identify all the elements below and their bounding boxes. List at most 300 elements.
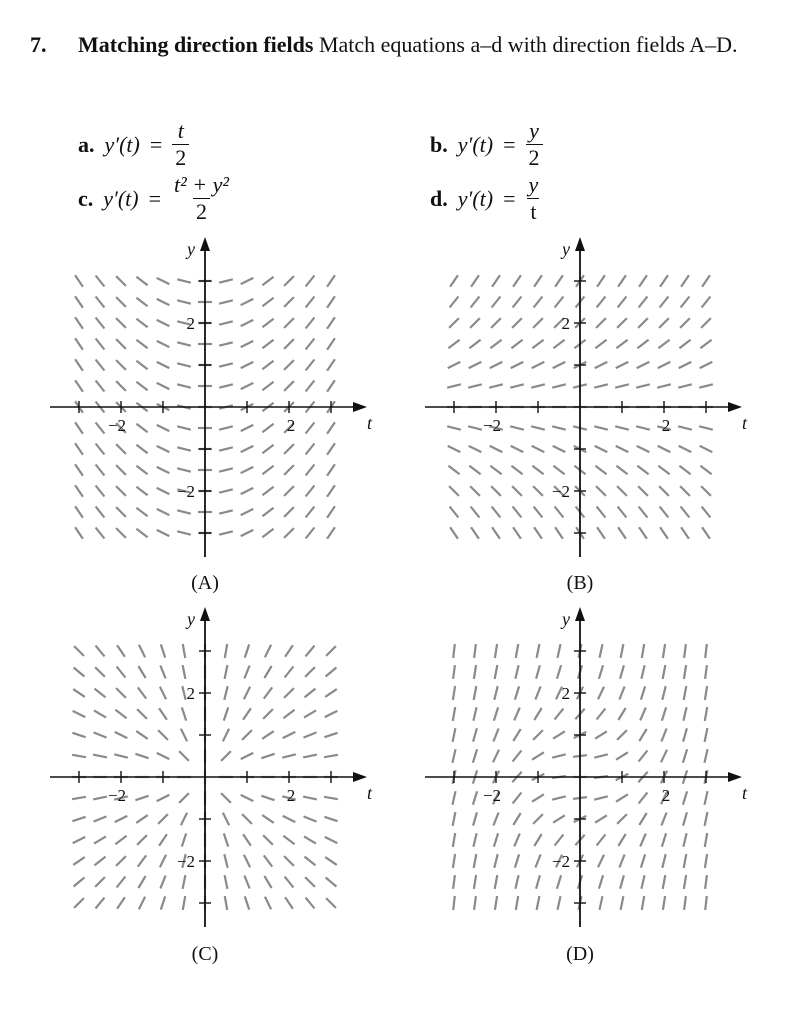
slope-segment bbox=[157, 530, 170, 536]
slope-segment bbox=[701, 486, 711, 496]
tick-label: 2 bbox=[286, 786, 296, 805]
slope-segment bbox=[700, 362, 713, 368]
equation-label: c. bbox=[78, 185, 94, 211]
slope-segment bbox=[536, 875, 540, 888]
direction-field-b bbox=[420, 235, 750, 565]
slope-segment bbox=[531, 426, 545, 429]
slope-segment bbox=[241, 383, 254, 389]
slope-segment bbox=[531, 384, 545, 387]
slope-segment bbox=[136, 731, 148, 739]
slope-segment bbox=[244, 876, 249, 889]
slope-segment bbox=[116, 688, 126, 698]
equation-b bbox=[430, 118, 543, 171]
slope-segment bbox=[659, 486, 669, 496]
slope-segment bbox=[177, 426, 191, 429]
slope-segment bbox=[72, 817, 85, 821]
slope-segment bbox=[617, 318, 627, 328]
slope-segment bbox=[512, 318, 522, 328]
slope-segment bbox=[636, 384, 650, 387]
slope-segment bbox=[284, 688, 294, 698]
slope-segment bbox=[658, 446, 671, 452]
slope-segment bbox=[511, 446, 524, 452]
slope-segment bbox=[453, 875, 455, 889]
slope-segment bbox=[595, 446, 608, 452]
slope-segment bbox=[679, 466, 690, 474]
slope-segment bbox=[325, 857, 337, 865]
slope-segment bbox=[241, 467, 254, 473]
slope-segment bbox=[473, 728, 477, 741]
slope-segment bbox=[157, 753, 170, 759]
tick-label: −2 bbox=[176, 852, 195, 871]
slope-segment bbox=[285, 645, 293, 657]
equals-sign: = bbox=[503, 185, 516, 211]
denominator: 2 bbox=[172, 144, 189, 171]
slope-segment bbox=[681, 275, 689, 287]
slope-segment bbox=[683, 791, 687, 804]
slope-segment bbox=[241, 446, 254, 452]
slope-segment bbox=[183, 665, 186, 679]
y-axis-label: y bbox=[187, 239, 195, 259]
slope-segment bbox=[473, 791, 477, 804]
slope-segment bbox=[684, 644, 686, 658]
slope-segment bbox=[642, 644, 644, 658]
slope-segment bbox=[683, 749, 687, 762]
tick-label: −2 bbox=[107, 786, 127, 805]
slope-segment bbox=[304, 816, 317, 821]
slope-segment bbox=[304, 732, 317, 737]
slope-segment bbox=[699, 426, 713, 429]
slope-segment bbox=[241, 753, 254, 759]
slope-segment bbox=[327, 443, 335, 455]
slope-segment bbox=[558, 644, 561, 658]
slope-segment bbox=[221, 793, 231, 803]
slope-segment bbox=[116, 360, 126, 370]
slope-segment bbox=[325, 837, 338, 843]
slope-segment bbox=[473, 749, 477, 762]
slope-segment bbox=[157, 795, 170, 801]
slope-segment bbox=[223, 729, 229, 742]
slope-segment bbox=[658, 466, 669, 474]
slope-segment bbox=[639, 507, 648, 518]
equals-sign: = bbox=[148, 185, 162, 211]
equation-label: b. bbox=[430, 131, 448, 157]
slope-segment bbox=[616, 340, 627, 348]
slope-segment bbox=[641, 686, 645, 699]
slope-segment bbox=[618, 297, 627, 308]
slope-segment bbox=[157, 509, 170, 515]
slope-segment bbox=[136, 340, 147, 348]
slope-segment bbox=[639, 297, 648, 308]
slope-segment bbox=[641, 854, 645, 867]
slope-segment bbox=[95, 857, 106, 866]
slope-segment bbox=[705, 707, 707, 721]
slope-segment bbox=[241, 278, 254, 284]
slope-segment bbox=[157, 362, 170, 368]
denominator: 2 bbox=[526, 144, 543, 171]
slope-segment bbox=[157, 299, 170, 305]
slope-segment bbox=[553, 362, 566, 368]
slope-segment bbox=[225, 665, 228, 679]
slope-segment bbox=[75, 443, 83, 455]
slope-segment bbox=[136, 298, 147, 306]
slope-segment bbox=[552, 426, 566, 429]
slope-segment bbox=[96, 465, 105, 476]
slope-segment bbox=[705, 644, 707, 658]
slope-segment bbox=[490, 466, 501, 474]
slope-segment bbox=[285, 877, 294, 888]
slope-segment bbox=[597, 507, 606, 518]
slope-segment bbox=[555, 527, 563, 539]
slope-segment bbox=[492, 507, 501, 518]
slope-segment bbox=[73, 689, 85, 697]
slope-segment bbox=[513, 297, 522, 308]
slope-segment bbox=[493, 813, 498, 826]
fraction bbox=[526, 118, 543, 171]
slope-segment bbox=[262, 277, 273, 285]
slope-segment bbox=[284, 528, 294, 538]
slope-segment bbox=[262, 298, 273, 306]
problem-number: 7. bbox=[30, 32, 47, 57]
slope-segment bbox=[242, 814, 252, 824]
slope-segment bbox=[265, 645, 271, 658]
slope-segment bbox=[661, 750, 667, 763]
slope-segment bbox=[283, 836, 294, 844]
slope-segment bbox=[225, 644, 227, 658]
equation-d bbox=[430, 172, 541, 225]
slope-segment bbox=[492, 275, 500, 287]
slope-segment bbox=[597, 527, 605, 539]
slope-segment bbox=[177, 279, 191, 282]
slope-segment bbox=[515, 665, 518, 679]
slope-segment bbox=[533, 730, 543, 740]
slope-segment bbox=[534, 275, 542, 287]
slope-segment bbox=[306, 507, 315, 518]
slope-segment bbox=[160, 876, 165, 889]
slope-segment bbox=[96, 507, 105, 518]
slope-segment bbox=[179, 751, 189, 761]
slope-segment bbox=[243, 834, 251, 846]
caption-a: (A) bbox=[191, 572, 219, 594]
slope-segment bbox=[532, 340, 543, 348]
slope-segment bbox=[684, 854, 687, 868]
slope-segment bbox=[96, 444, 105, 455]
slope-segment bbox=[219, 363, 233, 366]
slope-segment bbox=[555, 507, 564, 518]
slope-segment bbox=[620, 665, 624, 678]
slope-segment bbox=[96, 423, 105, 434]
slope-segment bbox=[453, 707, 455, 721]
slope-segment bbox=[75, 422, 83, 434]
slope-segment bbox=[449, 486, 459, 496]
problem-title: Matching direction fields bbox=[78, 32, 314, 57]
numerator: y bbox=[529, 118, 539, 143]
slope-segment bbox=[705, 833, 707, 847]
slope-segment bbox=[262, 731, 274, 739]
slope-segment bbox=[93, 755, 107, 758]
slope-segment bbox=[637, 362, 650, 368]
slope-segment bbox=[284, 276, 294, 286]
tick-label: −2 bbox=[176, 482, 195, 501]
slope-segment bbox=[326, 898, 336, 908]
slope-segment bbox=[158, 814, 168, 824]
slope-segment bbox=[615, 384, 629, 387]
t-axis-label: t bbox=[367, 783, 373, 803]
slope-segment bbox=[453, 686, 455, 700]
slope-segment bbox=[306, 297, 315, 308]
slope-segment bbox=[534, 507, 543, 518]
slope-segment bbox=[219, 321, 233, 324]
slope-segment bbox=[137, 835, 147, 845]
numerator: y bbox=[528, 172, 539, 197]
slope-segment bbox=[705, 812, 708, 826]
slope-segment bbox=[660, 507, 669, 518]
slope-segment bbox=[474, 644, 476, 658]
slope-segment bbox=[219, 489, 233, 492]
slope-segment bbox=[306, 318, 315, 329]
slope-segment bbox=[114, 754, 128, 757]
slope-segment bbox=[679, 340, 690, 348]
slope-segment bbox=[136, 487, 147, 495]
slope-segment bbox=[136, 508, 147, 516]
equation-label: a. bbox=[78, 131, 95, 157]
slope-segment bbox=[264, 855, 272, 866]
slope-segment bbox=[94, 836, 106, 843]
slope-segment bbox=[621, 644, 624, 658]
y-axis-arrow-icon bbox=[575, 607, 585, 621]
slope-segment bbox=[702, 527, 710, 539]
tick-label: 2 bbox=[561, 684, 570, 703]
slope-segment bbox=[684, 686, 687, 700]
slope-segment bbox=[284, 339, 294, 349]
slope-segment bbox=[182, 686, 185, 700]
slope-segment bbox=[618, 507, 627, 518]
slope-segment bbox=[621, 896, 624, 910]
slope-segment bbox=[474, 896, 476, 910]
slope-segment bbox=[595, 340, 606, 348]
slope-segment bbox=[264, 876, 271, 888]
slope-segment bbox=[219, 384, 233, 387]
slope-segment bbox=[702, 275, 710, 287]
slope-segment bbox=[116, 381, 126, 391]
slope-segment bbox=[241, 341, 254, 347]
t-axis-arrow-icon bbox=[353, 402, 367, 412]
slope-segment bbox=[95, 689, 106, 698]
slope-segment bbox=[555, 709, 564, 720]
slope-segment bbox=[705, 686, 707, 700]
slope-segment bbox=[702, 507, 711, 518]
slope-segment bbox=[305, 689, 316, 698]
slope-segment bbox=[514, 834, 520, 847]
slope-segment bbox=[241, 795, 254, 801]
slope-segment bbox=[284, 507, 294, 517]
slope-segment bbox=[177, 468, 191, 471]
slope-segment bbox=[511, 362, 524, 368]
slope-segment bbox=[494, 854, 497, 868]
slope-segment bbox=[513, 729, 520, 741]
slope-segment bbox=[326, 878, 337, 887]
slope-segment bbox=[116, 318, 126, 328]
slope-segment bbox=[324, 797, 338, 799]
slope-segment bbox=[306, 898, 315, 909]
y-axis-arrow-icon bbox=[575, 237, 585, 251]
slope-segment bbox=[553, 340, 564, 348]
denominator: t bbox=[527, 198, 539, 225]
tick-label: −2 bbox=[107, 416, 127, 435]
slope-segment bbox=[532, 466, 543, 474]
slope-segment bbox=[616, 466, 627, 474]
slope-segment bbox=[618, 275, 626, 287]
slope-segment bbox=[513, 751, 522, 762]
slope-segment bbox=[157, 425, 170, 431]
slope-segment bbox=[474, 686, 477, 700]
slope-segment bbox=[161, 896, 165, 909]
fraction bbox=[172, 118, 189, 171]
slope-segment bbox=[262, 445, 273, 453]
slope-segment bbox=[532, 446, 545, 452]
slope-segment bbox=[598, 855, 604, 868]
slope-segment bbox=[494, 707, 498, 720]
slope-segment bbox=[303, 797, 317, 800]
slope-segment bbox=[243, 708, 251, 720]
slope-segment bbox=[453, 728, 456, 742]
slope-segment bbox=[241, 509, 254, 515]
slope-segment bbox=[515, 686, 519, 699]
slope-segment bbox=[513, 527, 521, 539]
slope-segment bbox=[224, 854, 227, 868]
slope-segment bbox=[638, 486, 648, 496]
slope-segment bbox=[93, 797, 107, 800]
slope-segment bbox=[117, 667, 126, 678]
slope-segment bbox=[597, 275, 605, 287]
slope-segment bbox=[96, 276, 105, 287]
slope-segment bbox=[327, 485, 335, 497]
slope-segment bbox=[618, 527, 626, 539]
slope-segment bbox=[179, 793, 189, 803]
slope-segment bbox=[305, 857, 316, 866]
slope-segment bbox=[73, 857, 85, 865]
slope-segment bbox=[449, 318, 459, 328]
slope-segment bbox=[177, 531, 191, 534]
slope-segment bbox=[490, 362, 503, 368]
slope-segment bbox=[157, 278, 170, 284]
slope-segment bbox=[534, 527, 542, 539]
slope-segment bbox=[225, 875, 228, 889]
fraction bbox=[171, 172, 232, 225]
slope-segment bbox=[597, 297, 606, 308]
slope-segment bbox=[160, 855, 166, 868]
slope-segment bbox=[473, 812, 477, 825]
slope-segment bbox=[515, 854, 519, 867]
slope-segment bbox=[453, 854, 455, 868]
slope-segment bbox=[157, 467, 170, 473]
equation-label: d. bbox=[430, 185, 448, 211]
slope-segment bbox=[116, 856, 126, 866]
slope-segment bbox=[595, 815, 607, 822]
direction-field-c bbox=[45, 605, 375, 935]
slope-segment bbox=[324, 817, 337, 821]
slope-segment bbox=[474, 854, 477, 868]
slope-segment bbox=[515, 875, 518, 889]
slope-segment bbox=[701, 318, 711, 328]
slope-segment bbox=[96, 339, 105, 350]
equation-a bbox=[78, 118, 189, 171]
slope-segment bbox=[448, 340, 459, 348]
slope-segment bbox=[283, 732, 296, 738]
slope-segment bbox=[639, 729, 646, 741]
slope-segment bbox=[181, 813, 187, 826]
slope-segment bbox=[594, 796, 608, 799]
slope-segment bbox=[473, 833, 476, 847]
equation-lhs: y′(t) bbox=[104, 131, 140, 157]
slope-segment bbox=[657, 384, 671, 387]
slope-segment bbox=[158, 730, 168, 740]
slope-segment bbox=[135, 754, 148, 758]
slope-segment bbox=[489, 384, 503, 387]
tick-label: −2 bbox=[551, 482, 570, 501]
slope-segment bbox=[469, 446, 482, 452]
y-axis-label: y bbox=[187, 609, 195, 629]
slope-segment bbox=[282, 754, 296, 757]
slope-segment bbox=[177, 384, 191, 387]
slope-segment bbox=[639, 793, 648, 804]
slope-segment bbox=[470, 486, 480, 496]
slope-segment bbox=[284, 465, 294, 475]
slope-segment bbox=[264, 666, 271, 678]
slope-segment bbox=[245, 896, 249, 909]
slope-segment bbox=[660, 297, 669, 308]
slope-segment bbox=[662, 854, 665, 868]
slope-segment bbox=[471, 527, 479, 539]
slope-segment bbox=[553, 446, 566, 452]
slope-segment bbox=[683, 707, 686, 721]
slope-segment bbox=[96, 318, 105, 329]
slope-segment bbox=[306, 444, 315, 455]
slope-segment bbox=[679, 446, 692, 452]
slope-segment bbox=[136, 815, 148, 823]
slope-segment bbox=[327, 506, 335, 518]
slope-segment bbox=[157, 446, 170, 452]
slope-segment bbox=[535, 687, 540, 700]
denominator: 2 bbox=[193, 198, 210, 225]
slope-segment bbox=[683, 812, 687, 825]
slope-segment bbox=[600, 644, 603, 658]
t-axis-label: t bbox=[742, 783, 748, 803]
slope-segment bbox=[136, 466, 147, 474]
slope-segment bbox=[157, 341, 170, 347]
slope-segment bbox=[516, 896, 518, 910]
slope-segment bbox=[661, 729, 666, 742]
slope-segment bbox=[553, 815, 565, 822]
slope-segment bbox=[115, 710, 126, 718]
slope-segment bbox=[223, 813, 229, 826]
slope-segment bbox=[285, 897, 293, 909]
y-axis-arrow-icon bbox=[200, 237, 210, 251]
y-axis-label: y bbox=[562, 609, 570, 629]
slope-segment bbox=[447, 426, 461, 429]
slope-segment bbox=[639, 751, 648, 762]
slope-segment bbox=[262, 508, 273, 516]
slope-segment bbox=[75, 380, 83, 392]
slope-segment bbox=[116, 528, 126, 538]
slope-segment bbox=[242, 730, 252, 740]
slope-segment bbox=[181, 729, 187, 742]
slope-segment bbox=[558, 896, 561, 910]
t-axis-arrow-icon bbox=[728, 402, 742, 412]
slope-segment bbox=[262, 382, 273, 390]
slope-segment bbox=[619, 687, 624, 700]
slope-segment bbox=[73, 837, 86, 843]
slope-segment bbox=[72, 797, 86, 799]
